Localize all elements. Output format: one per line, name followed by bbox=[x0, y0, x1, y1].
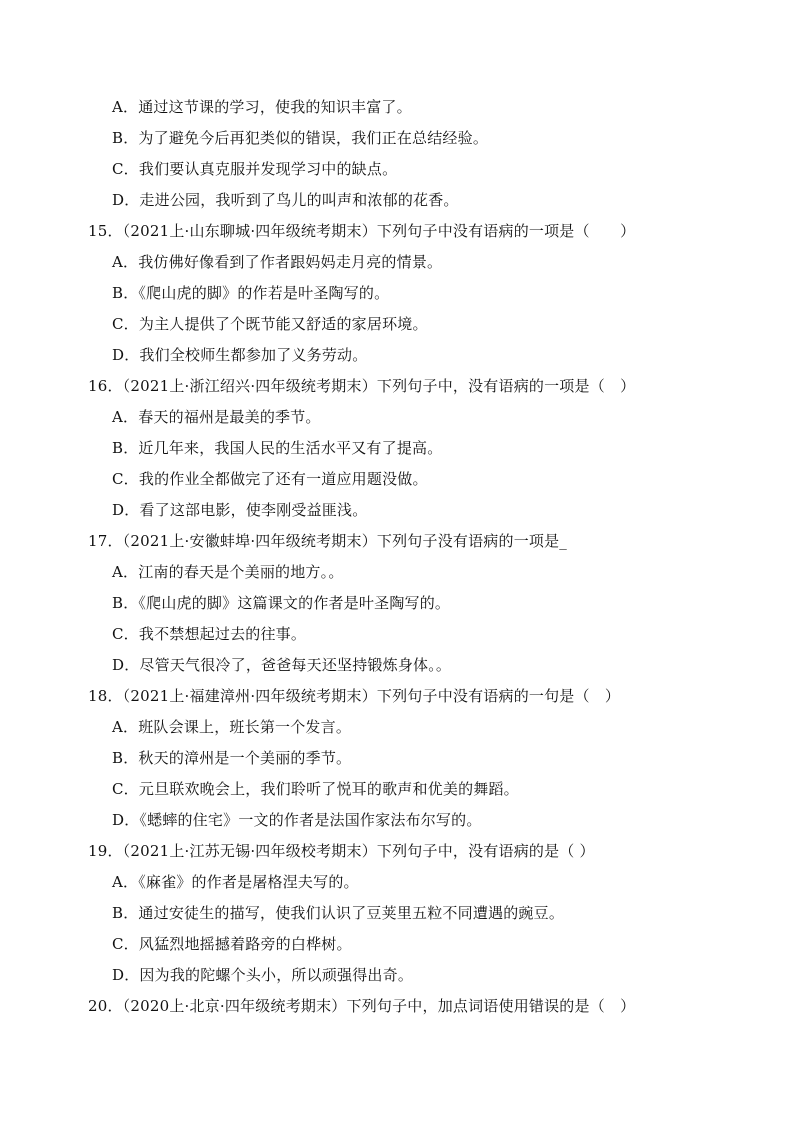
option-b: B．为了避免今后再犯类似的错误，我们正在总结经验。 bbox=[112, 129, 489, 147]
option-a: A．《麻雀》的作者是屠格涅夫写的。 bbox=[112, 873, 359, 891]
option-b: B．《爬山虎的脚》这篇课文的作者是叶圣陶写的。 bbox=[112, 594, 451, 612]
option-c: C．我的作业全都做完了还有一道应用题没做。 bbox=[112, 470, 428, 488]
option-a: A．班队会课上，班长第一个发言。 bbox=[112, 718, 352, 736]
question-20-stem: 20．（2020上·北京·四年级统考期末）下列句子中，加点词语使用错误的是（ ） bbox=[88, 997, 636, 1015]
option-c: C．我不禁想起过去的往事。 bbox=[112, 625, 307, 643]
question-15-stem: 15．（2021上·山东聊城·四年级统考期末）下列句子中没有语病的一项是（ ） bbox=[88, 222, 636, 240]
option-b: B．近几年来，我国人民的生活水平又有了提高。 bbox=[112, 439, 443, 457]
option-d: D．尽管天气很冷了，爸爸每天还坚持锻炼身体。。 bbox=[112, 656, 452, 674]
option-b: B．秋天的漳州是一个美丽的季节。 bbox=[112, 749, 352, 767]
question-16-stem: 16．（2021上·浙江绍兴·四年级统考期末）下列句子中，没有语病的一项是（ ） bbox=[88, 377, 636, 395]
option-c: C．风猛烈地摇撼着路旁的白桦树。 bbox=[112, 935, 352, 953]
option-c: C．为主人提供了个既节能又舒适的家居环境。 bbox=[112, 315, 428, 333]
option-a: A．江南的春天是个美丽的地方。。 bbox=[112, 563, 344, 581]
question-17-stem: 17．（2021上·安徽蚌埠·四年级统考期末）下列句子没有语病的一项是_ bbox=[88, 532, 567, 550]
option-b: B．通过安徒生的描写，使我们认识了豆荚里五粒不同遭遇的豌豆。 bbox=[112, 904, 565, 922]
question-19-stem: 19．（2021上·江苏无锡·四年级校考期末）下列句子中，没有语病的是（ ） bbox=[88, 842, 595, 860]
option-b: B．《爬山虎的脚》的作若是叶圣陶写的。 bbox=[112, 284, 390, 302]
question-18-stem: 18．（2021上·福建漳州·四年级统考期末）下列句子中没有语病的一句是（ ） bbox=[88, 687, 621, 705]
option-a: A．通过这节课的学习，使我的知识丰富了。 bbox=[112, 98, 412, 116]
option-d: D．《蟋蟀的住宅》一文的作者是法国作家法布尔写的。 bbox=[112, 811, 482, 829]
option-a: A．春天的福州是最美的季节。 bbox=[112, 408, 321, 426]
option-d: D．走进公园，我听到了鸟儿的叫声和浓郁的花香。 bbox=[112, 191, 459, 209]
option-d: D．我们全校师生都参加了义务劳动。 bbox=[112, 346, 368, 364]
option-d: D．看了这部电影，使李刚受益匪浅。 bbox=[112, 501, 368, 519]
option-d: D．因为我的陀螺个头小，所以顽强得出奇。 bbox=[112, 966, 414, 984]
option-a: A．我仿佛好像看到了作者跟妈妈走月亮的情景。 bbox=[112, 253, 443, 271]
option-c: C．我们要认真克服并发现学习中的缺点。 bbox=[112, 160, 398, 178]
option-c: C．元旦联欢晚会上，我们聆听了悦耳的歌声和优美的舞蹈。 bbox=[112, 780, 519, 798]
